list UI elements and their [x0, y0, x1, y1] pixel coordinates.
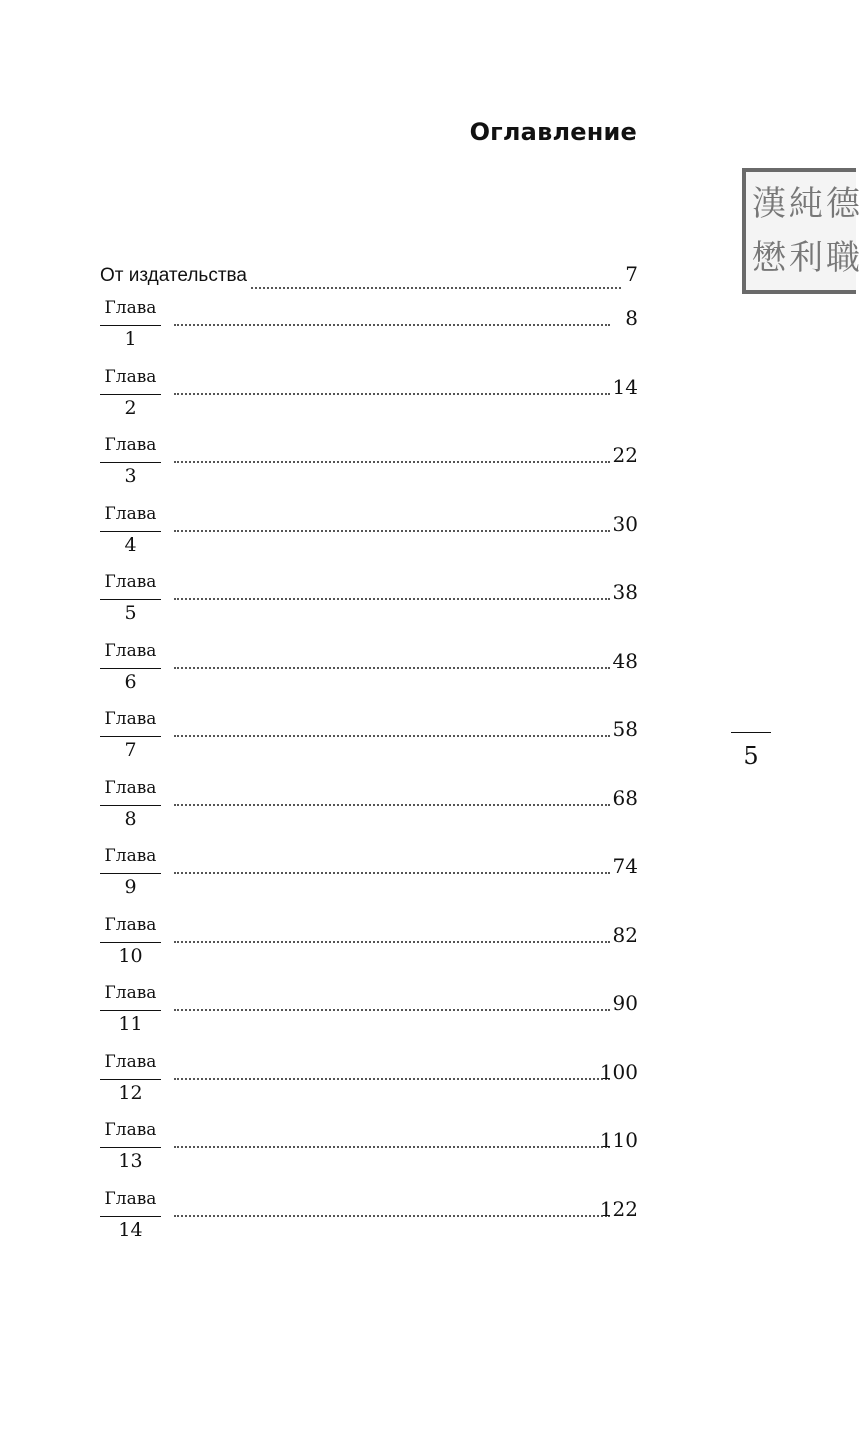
chapter-word: Глава [104, 366, 157, 387]
toc-entry-chapter[interactable] [100, 572, 638, 641]
chapter-word: Глава [104, 298, 157, 318]
toc-entry-chapter[interactable] [100, 846, 638, 915]
chapter-rule [100, 462, 161, 463]
chapter-number: 13 [118, 1150, 143, 1172]
toc-page-number: 38 [612, 580, 638, 604]
toc-entry-chapter[interactable] [100, 504, 638, 573]
toc-entry-chapter[interactable] [100, 367, 638, 436]
chapter-rule [100, 1216, 161, 1217]
dot-leader [174, 667, 610, 669]
chapter-word: Глава [104, 1120, 157, 1140]
chapter-number: 8 [124, 807, 137, 830]
dot-leader [174, 324, 610, 326]
toc-entry-chapter[interactable] [100, 983, 638, 1052]
toc-entry-chapter[interactable] [100, 778, 638, 847]
toc-entry-chapter[interactable] [100, 915, 638, 984]
chapter-rule [100, 668, 161, 669]
toc-entry-chapter[interactable] [100, 709, 638, 778]
toc-page-number: 30 [612, 511, 638, 536]
seal-glyph: 利 [789, 238, 823, 279]
chapter-number: 2 [124, 396, 137, 419]
seal-glyph: 漢 [752, 183, 786, 224]
chapter-number: 9 [124, 876, 137, 898]
chapter-word: Глава [104, 777, 157, 798]
toc-page-number: 82 [612, 922, 638, 947]
seal-glyph: 職 [826, 238, 860, 279]
chapter-word: Глава [104, 435, 157, 455]
dot-leader [174, 393, 610, 395]
toc-entry-chapter[interactable] [100, 298, 638, 367]
dot-leader [174, 598, 610, 600]
dot-leader [174, 1078, 610, 1080]
chapter-number: 12 [118, 1081, 143, 1104]
chapter-rule [100, 325, 161, 326]
chapter-rule [100, 394, 161, 395]
chapter-word: Глава [104, 572, 157, 592]
dot-leader [174, 1215, 610, 1217]
chapter-rule [100, 531, 161, 532]
dot-leader [174, 804, 610, 806]
dot-leader [174, 530, 610, 532]
chapter-number: 7 [124, 739, 137, 761]
dot-leader [174, 941, 610, 943]
dot-leader [174, 1146, 610, 1148]
toc-page-number: 90 [612, 991, 638, 1015]
toc-entry-label: От издательства [100, 265, 247, 286]
chapter-rule [100, 805, 161, 806]
toc-entry-chapter[interactable] [100, 641, 638, 710]
dot-leader [174, 872, 610, 874]
chapter-word: Глава [104, 914, 157, 935]
toc-entry-chapter[interactable] [100, 435, 638, 504]
dot-leader [174, 1009, 610, 1011]
chapter-word: Глава [104, 846, 157, 866]
seal-glyph: 純 [789, 183, 823, 224]
toc-page-number: 22 [612, 443, 638, 467]
chapter-number: 10 [118, 944, 143, 967]
chapter-rule [100, 1079, 161, 1080]
chapter-word: Глава [104, 503, 157, 524]
seal-stamp-image [742, 168, 860, 294]
seal-glyph: 懋 [752, 238, 786, 279]
dot-leader [251, 287, 621, 289]
toc-page-number: 8 [625, 306, 638, 330]
chapter-number: 5 [124, 602, 137, 624]
toc-page-number: 68 [612, 785, 638, 810]
chapter-rule [100, 942, 161, 943]
chapter-word: Глава [104, 709, 157, 729]
chapter-word: Глава [104, 983, 157, 1003]
toc-list [100, 262, 638, 1257]
chapter-rule [100, 736, 161, 737]
chapter-number: 14 [118, 1218, 143, 1241]
toc-page-number: 7 [625, 262, 638, 286]
page-number: 5 [743, 742, 759, 770]
chapter-word: Глава [104, 640, 157, 661]
seal-glyph: 德 [826, 183, 860, 224]
toc-page-number: 110 [599, 1128, 638, 1152]
chapter-number: 4 [124, 533, 137, 556]
dot-leader [174, 735, 610, 737]
chapter-number: 1 [124, 328, 137, 350]
chapter-word: Глава [104, 1051, 157, 1072]
chapter-number: 6 [124, 670, 137, 693]
toc-page-number: 74 [612, 854, 638, 878]
folio-rule [731, 732, 771, 733]
toc-page-number: 14 [612, 374, 638, 399]
page-title: Оглавление [469, 118, 637, 146]
toc-page-number: 48 [612, 648, 638, 673]
toc-page-number: 122 [599, 1196, 638, 1221]
chapter-rule [100, 1147, 161, 1148]
toc-page-number: 58 [612, 717, 638, 741]
toc-entry-chapter[interactable] [100, 1052, 638, 1121]
chapter-word: Глава [104, 1188, 157, 1209]
toc-page-number: 100 [599, 1059, 638, 1084]
toc-entry-chapter[interactable] [100, 1189, 638, 1258]
dot-leader [174, 461, 610, 463]
chapter-rule [100, 1010, 161, 1011]
toc-entry-publisher[interactable] [100, 262, 638, 298]
chapter-rule [100, 599, 161, 600]
toc-entry-chapter[interactable] [100, 1120, 638, 1189]
chapter-rule [100, 873, 161, 874]
chapter-number: 3 [124, 465, 137, 487]
chapter-number: 11 [118, 1013, 143, 1035]
